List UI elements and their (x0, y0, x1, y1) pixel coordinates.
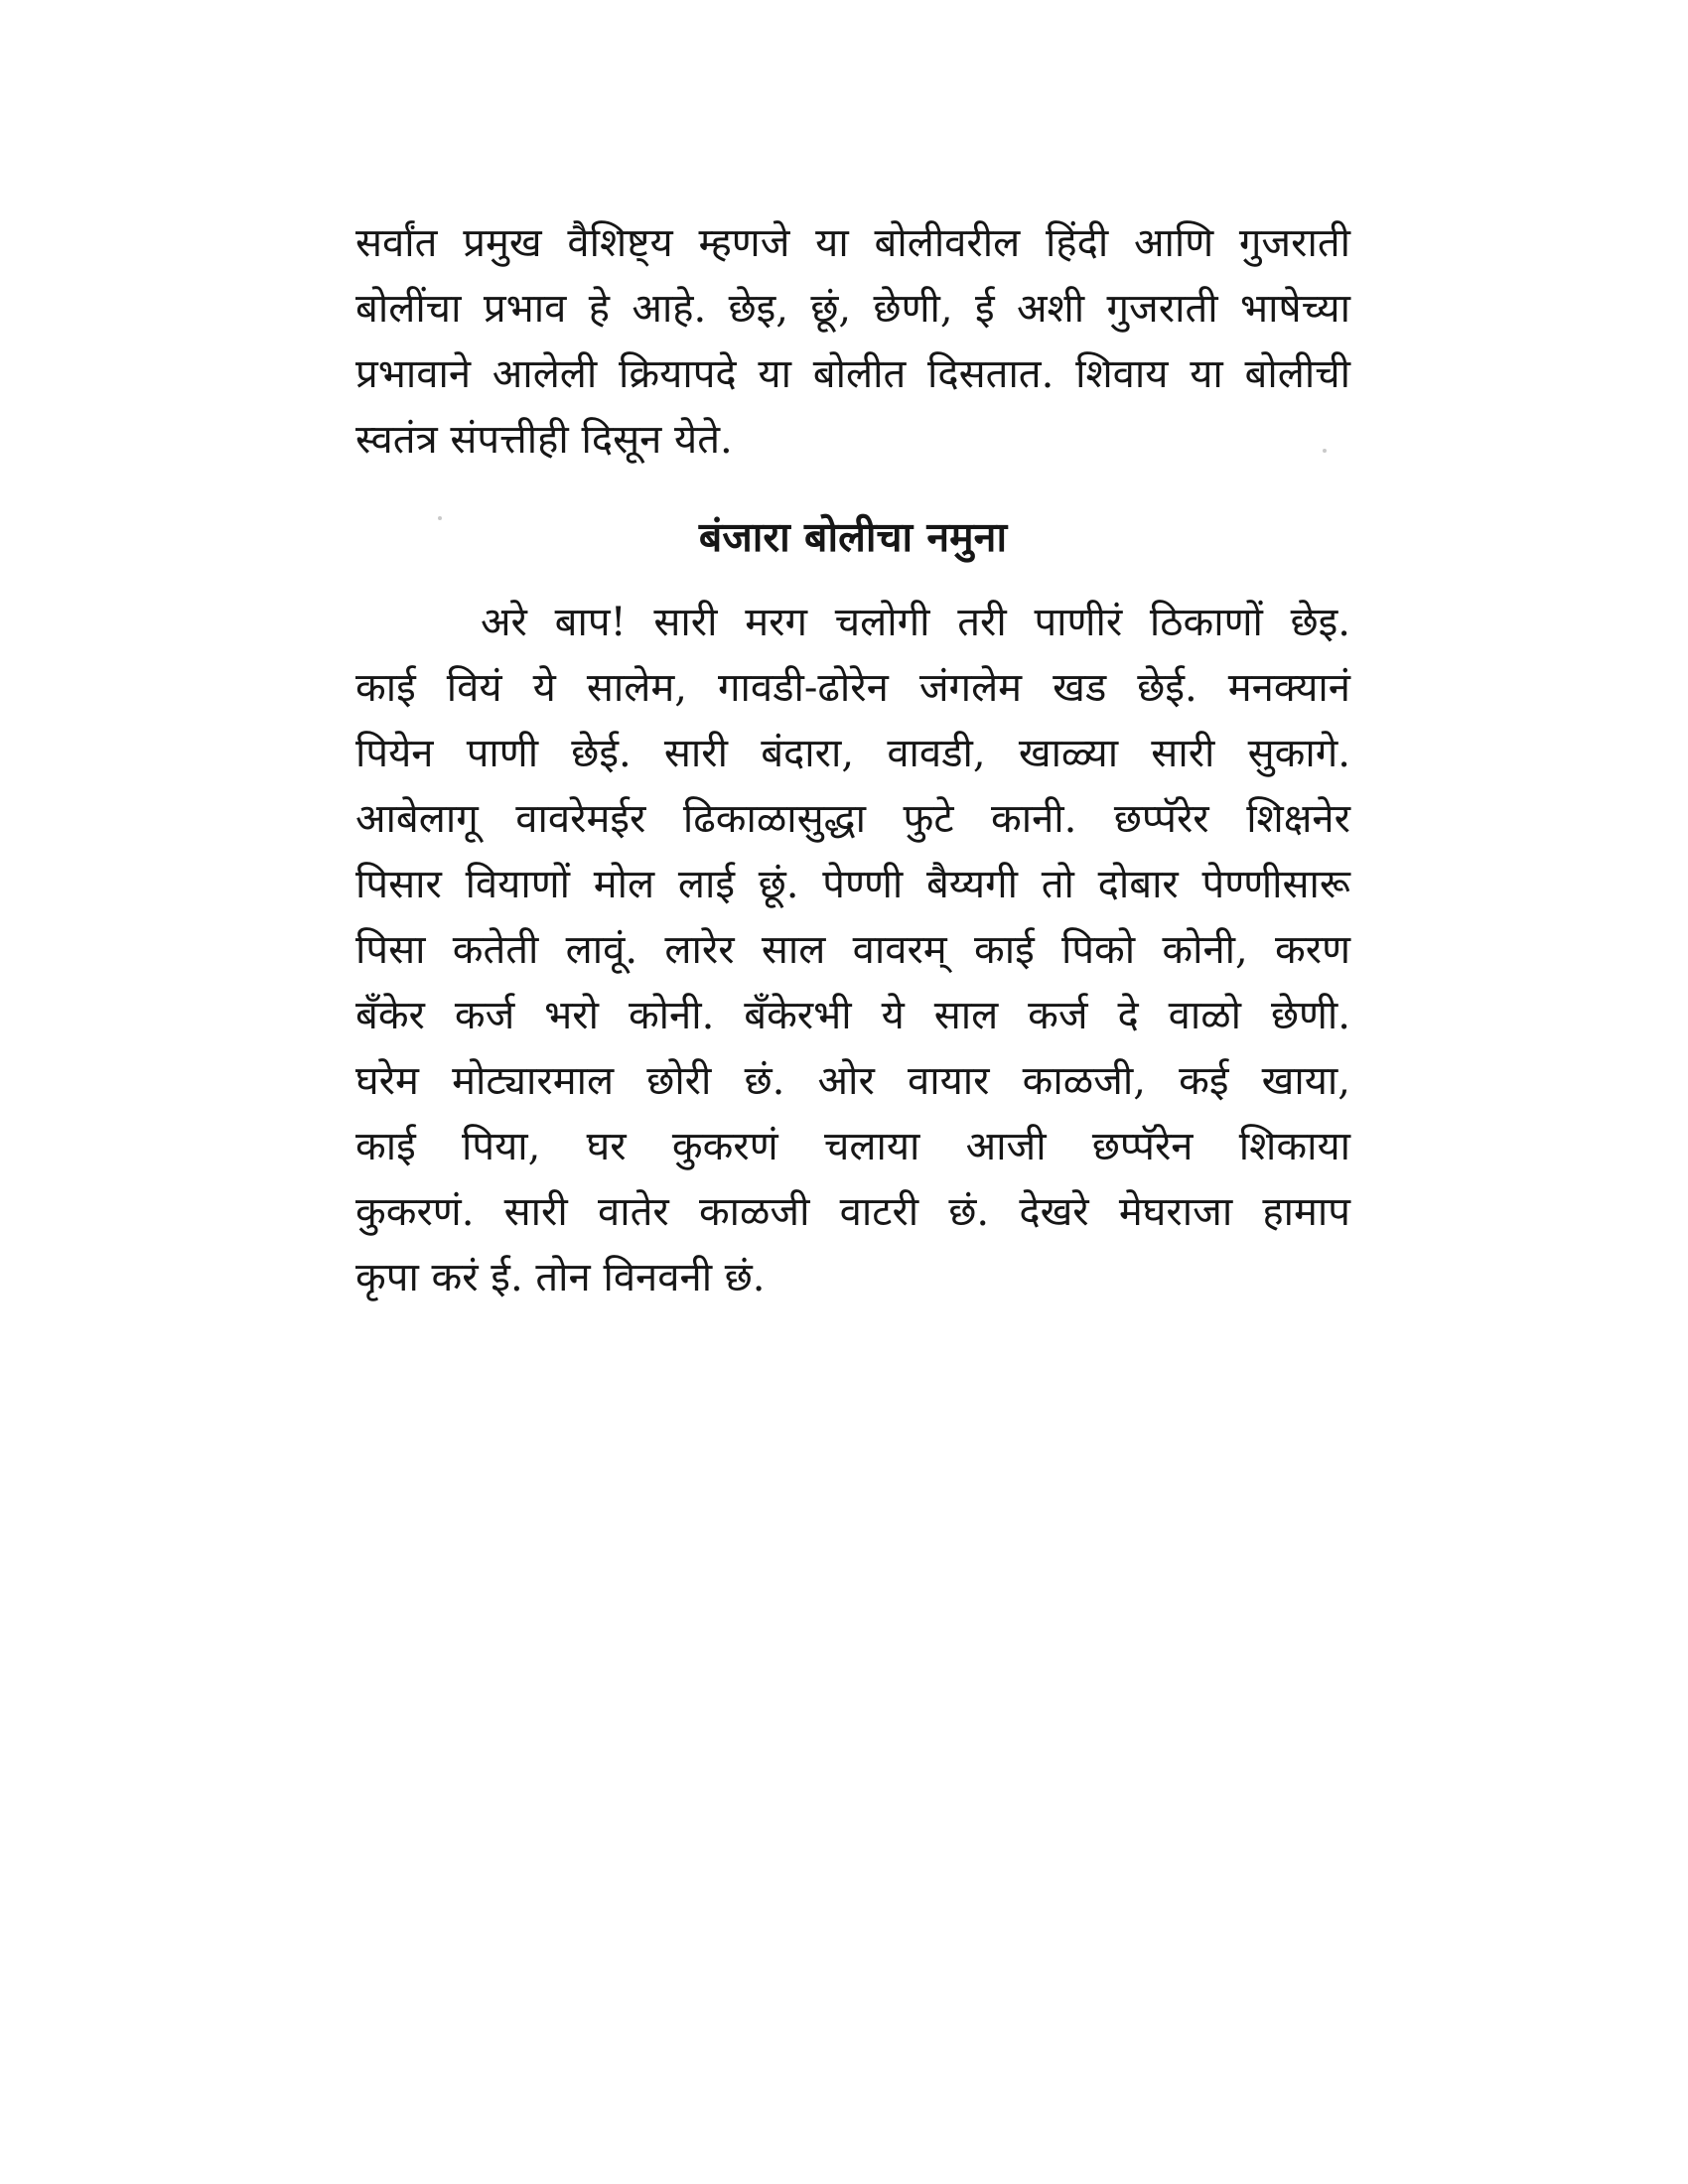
intro-line-3: प्रभावाने आलेली क्रियापदे या बोलीत दिसतात. शिवाय या बोलीची (355, 351, 1350, 397)
scan-speck (1323, 449, 1327, 453)
sample-line-4: आबेलागू वावरेमईर ढिकाळासुद्धा फुटे कानी. छप्पॅरेर शिक्षनेर (355, 796, 1350, 842)
sample-line-6: पिसा कतेती लावूं. लारेर साल वावरम् काई पिको कोनी, करण (355, 927, 1350, 973)
intro-paragraph (355, 210, 1350, 473)
sample-line-7: बँकेर कर्ज भरो कोनी. बँकेरभी ये साल कर्ज दे वाळो छेणी. (355, 993, 1350, 1038)
sample-line-10: कुकरणं. सारी वातेर काळजी वाटरी छं. देखरे मेघराजा हामाप (355, 1189, 1350, 1235)
sample-line-1: अरे बाप! सारी मरग चलोगी तरी पाणीरं ठिकाणों छेइ. (481, 600, 1350, 645)
sample-line-8: घरेम मोट्यारमाल छोरी छं. ओर वायार काळजी, कई खाया, (355, 1058, 1350, 1104)
intro-line-4: स्वतंत्र संपत्तीही दिसून येते. (355, 417, 733, 463)
sample-paragraph (355, 590, 1350, 1310)
intro-line-1: सर्वांत प्रमुख वैशिष्ट्य म्हणजे या बोलीवरील हिंदी आणि गुजराती (355, 220, 1350, 266)
intro-line-2: बोलींचा प्रभाव हे आहे. छेइ, छूं, छेणी, ई अशी गुजराती भाषेच्या (355, 286, 1350, 332)
sample-line-11: कृपा करं ई. तोन विनवनी छं. (355, 1255, 766, 1300)
section-heading: बंजारा बोलीचा नमुना (698, 513, 1008, 561)
sample-line-5: पिसार वियाणों मोल लाई छूं. पेण्णी बैय्यगी तो दोबार पेण्णीसारू (355, 862, 1350, 907)
sample-line-3: पियेन पाणी छेई. सारी बंदारा, वावडी, खाळ्या सारी सुकागे. (355, 731, 1350, 776)
scan-speck (438, 516, 442, 520)
sample-line-9: काई पिया, घर कुकरणं चलाया आजी छप्पॅरेन शिकाया (355, 1124, 1350, 1169)
sample-line-2: काई वियं ये सालेम, गावडी-ढोरेन जंगलेम खड छेई. मनक्यानं (355, 665, 1350, 711)
